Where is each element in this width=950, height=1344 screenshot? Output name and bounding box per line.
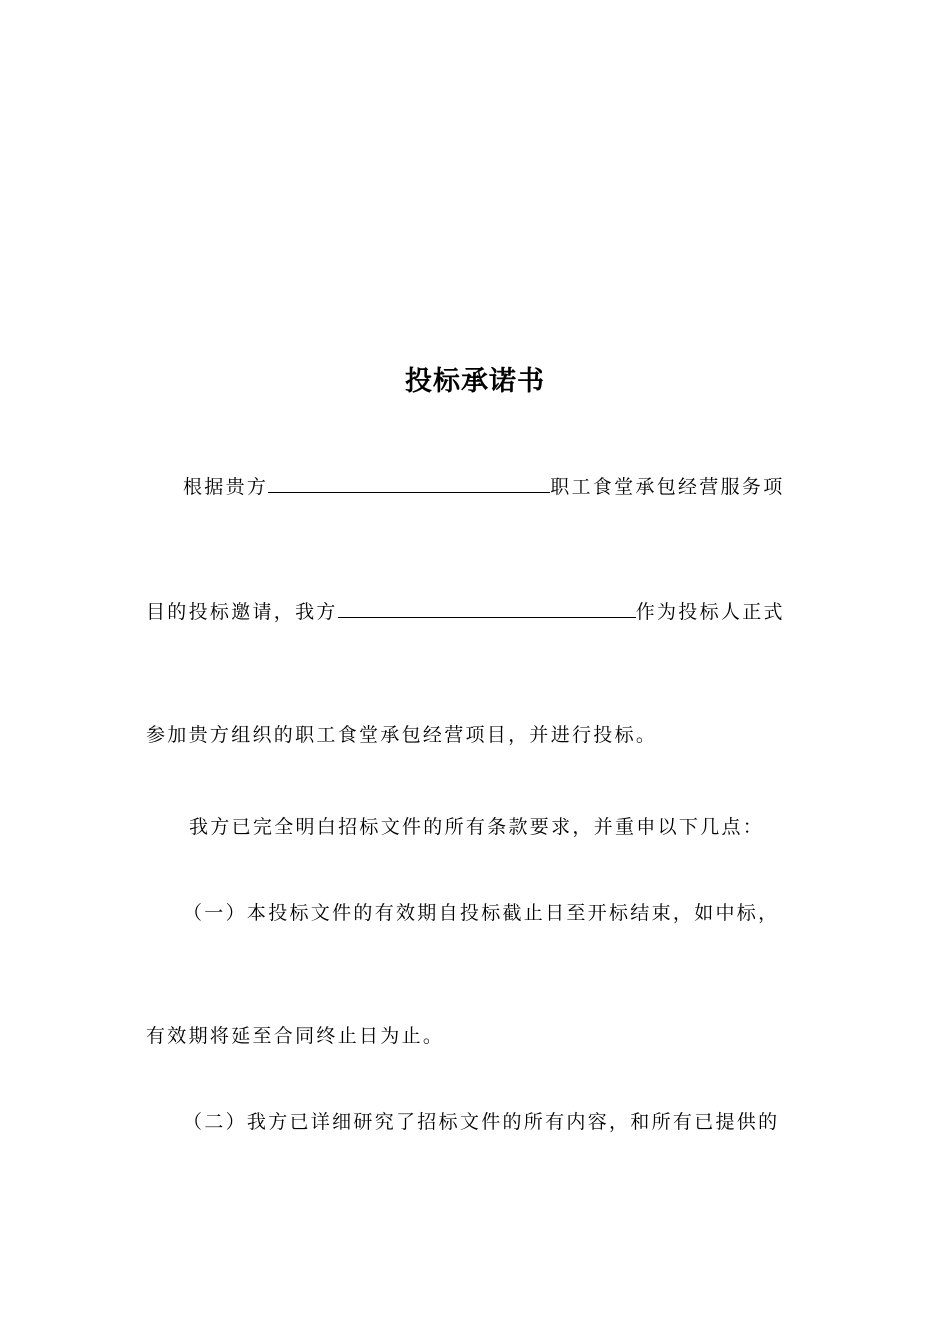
- para1-line3: 参加贵方组织的职工食堂承包经营项目，并进行投标。: [146, 724, 658, 746]
- para1-line1: [183, 472, 785, 501]
- para1-line1-before: 根据贵方: [183, 476, 269, 498]
- para1-line2-after: 作为投标人正式: [635, 601, 785, 623]
- para1-line1-after: 职工食堂承包经营服务项: [550, 476, 785, 498]
- document-title: 投标承诺书: [405, 366, 545, 397]
- client-name-blank[interactable]: [268, 472, 550, 493]
- item1-line1: （一）本投标文件的有效期自投标截止日至开标结束，如中标，: [183, 902, 780, 924]
- para1-line2-before: 目的投标邀请，我方: [146, 601, 338, 623]
- para2-line: 我方已完全明白招标文件的所有条款要求，并重申以下几点：: [189, 816, 765, 838]
- item2-line1: （二）我方已详细研究了招标文件的所有内容，和所有已提供的: [183, 1111, 780, 1133]
- bidder-name-blank[interactable]: [338, 597, 636, 618]
- item1-line2: 有效期将延至合同终止日为止。: [146, 1025, 445, 1047]
- para1-line2: [146, 597, 785, 626]
